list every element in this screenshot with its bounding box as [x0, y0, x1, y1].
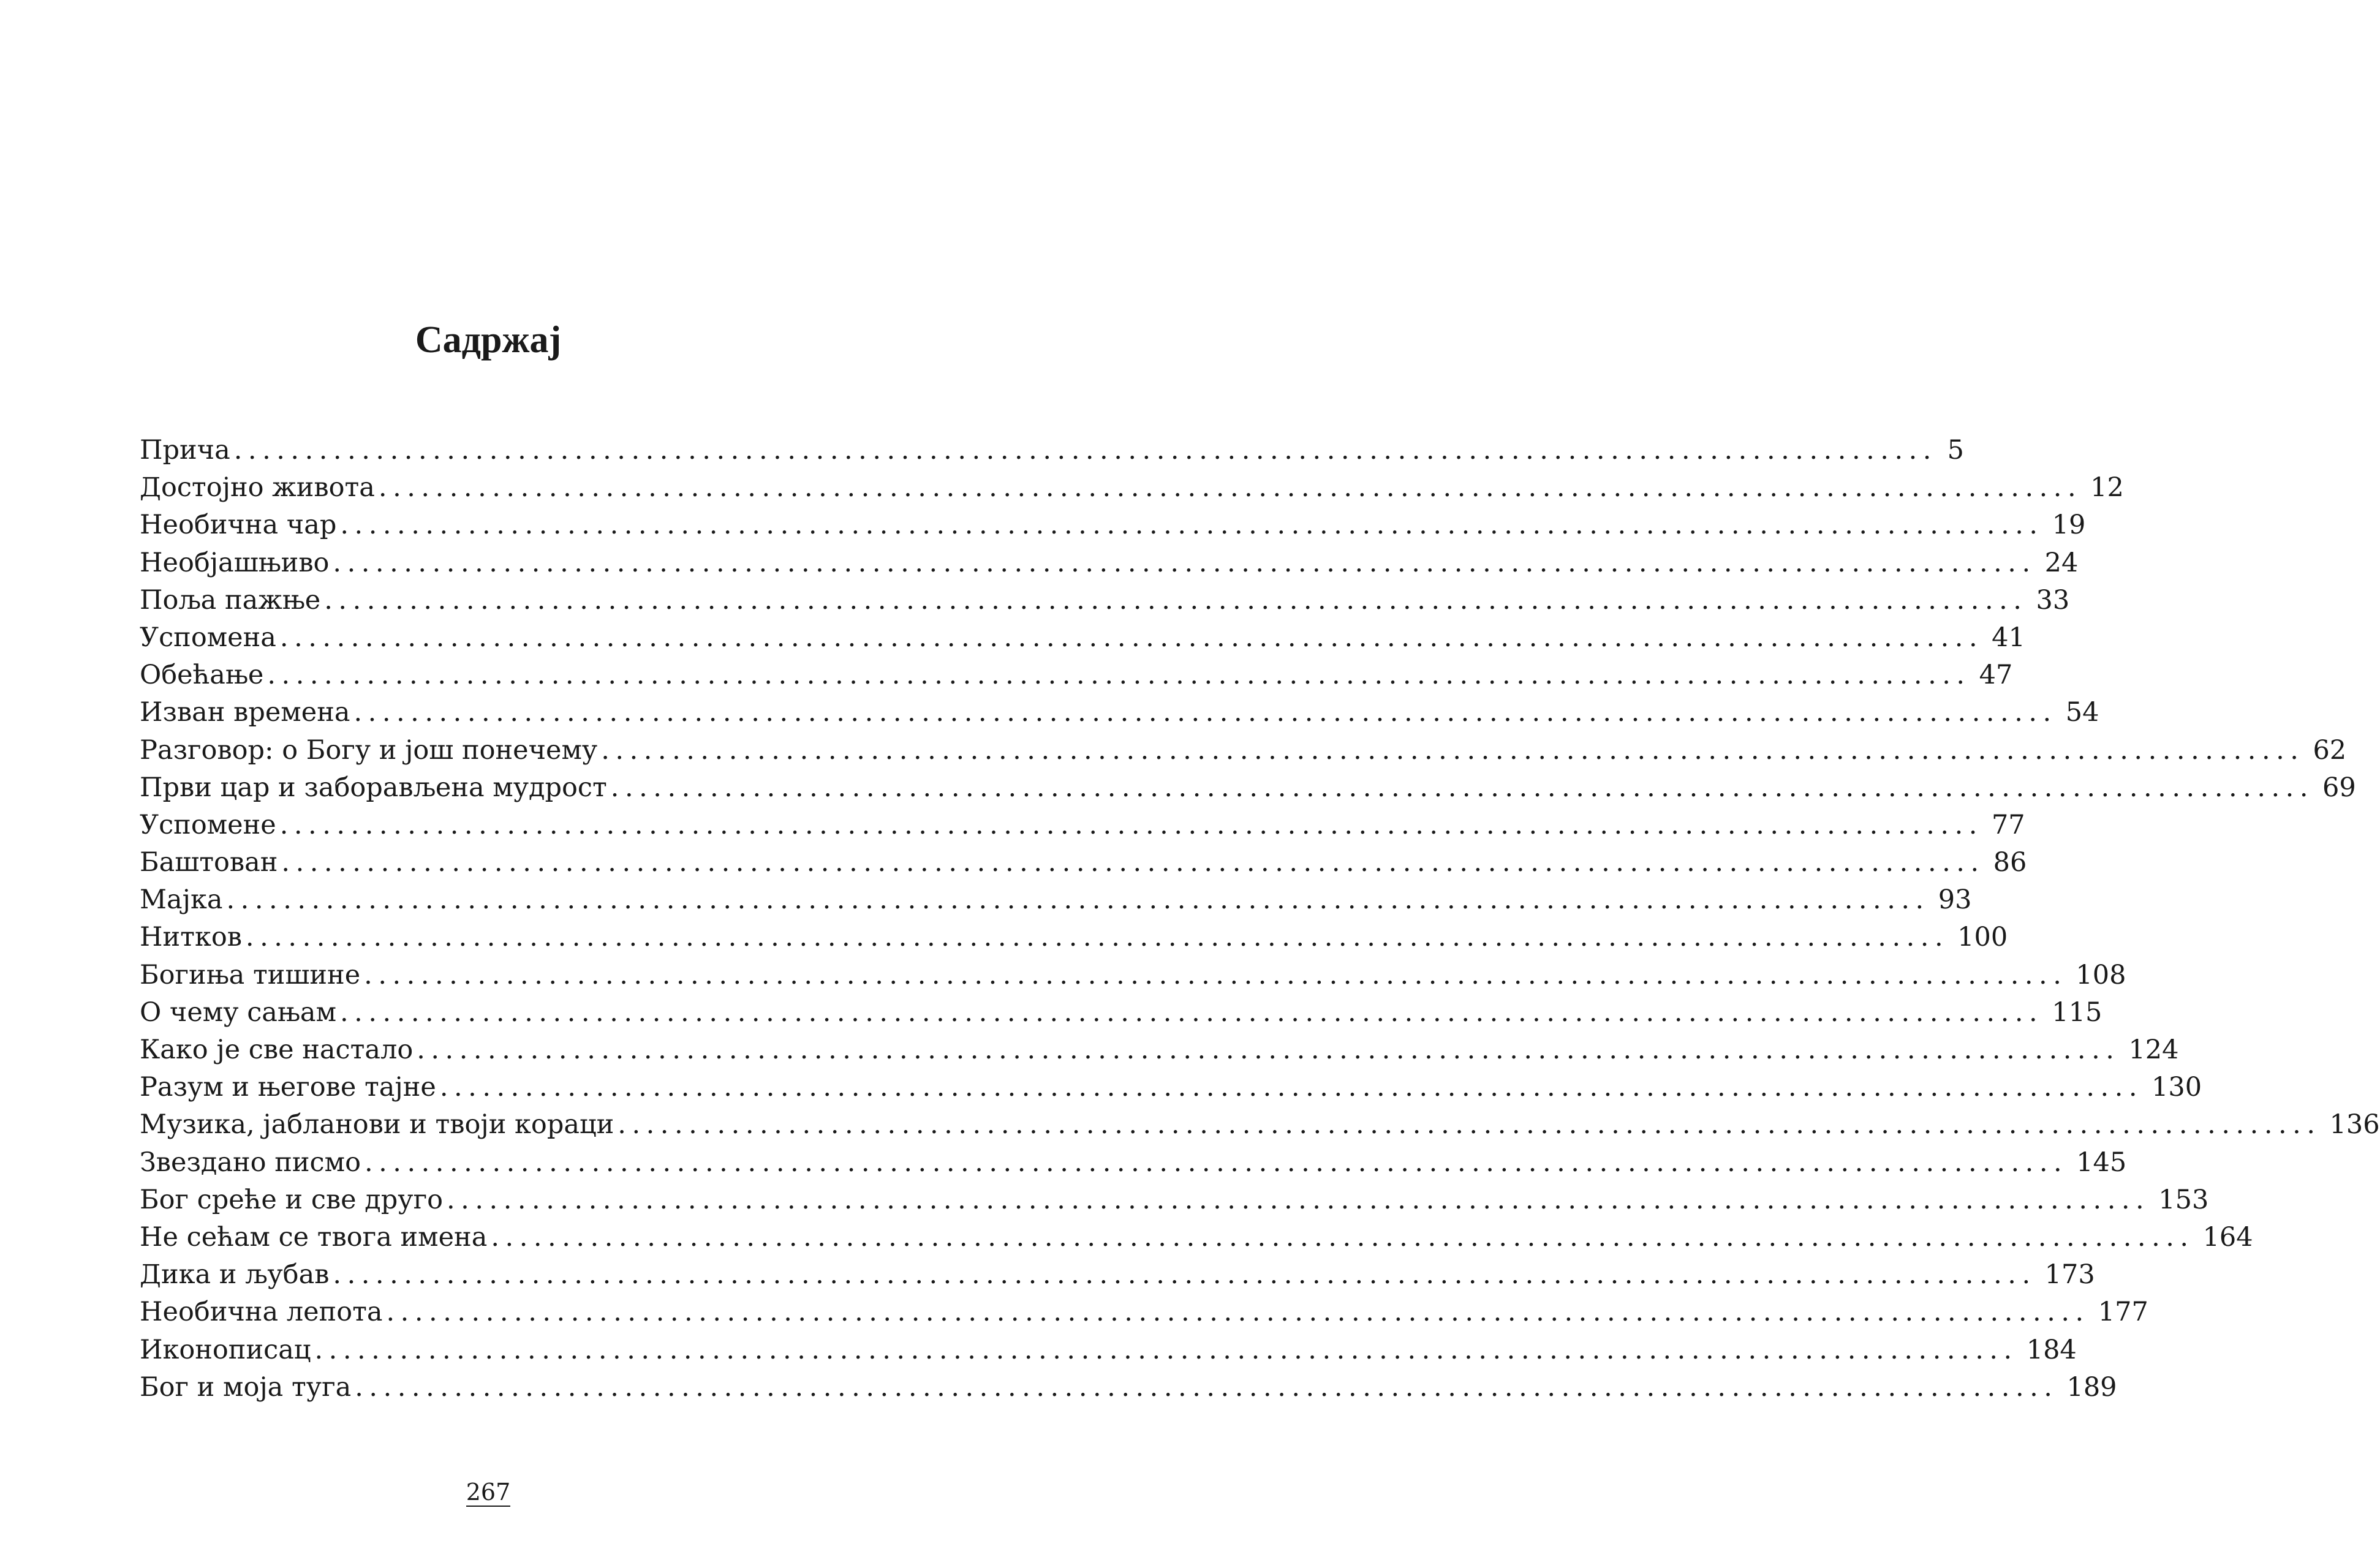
- toc-entry-page: 54: [2065, 697, 2099, 728]
- dot-leader: ........................................................................................................................: [233, 435, 1937, 466]
- dot-leader: ........................................................................................................................: [226, 884, 1930, 916]
- toc-entry-title: Дика и љубав: [140, 1259, 330, 1291]
- dot-leader: ........................................................................................................................: [601, 734, 2305, 766]
- toc-entry: [140, 1332, 2077, 1369]
- toc-entry: [140, 844, 2027, 881]
- dot-leader: ........................................................................................................................: [314, 1334, 2018, 1365]
- toc-entry: [140, 1106, 2380, 1144]
- toc-entry-title: Бог среће и све друго: [140, 1184, 444, 1215]
- toc-entry-page: 184: [2026, 1334, 2077, 1365]
- page-number: 267: [466, 1479, 511, 1506]
- toc-entry-title: Музика, јабланови и твоји кораци: [140, 1109, 614, 1140]
- toc-entry-page: 33: [2036, 584, 2070, 616]
- toc-entry-title: Иконописац: [140, 1334, 311, 1365]
- toc-entry: [140, 582, 2070, 619]
- toc-entry: [140, 881, 1972, 919]
- dot-leader: ........................................................................................................................: [245, 922, 1949, 953]
- toc-entry: [140, 994, 2102, 1031]
- toc-entry-title: Необична лепота: [140, 1297, 383, 1328]
- toc-entry-title: Разговор: о Богу и још понечему: [140, 734, 598, 766]
- toc-entry: [140, 1144, 2127, 1182]
- toc-entry-page: 86: [1993, 847, 2027, 878]
- toc-entry: [140, 1294, 2148, 1331]
- toc-entry: [140, 1031, 2179, 1069]
- dot-leader: ........................................................................................................................: [610, 772, 2314, 803]
- toc-entry: [140, 657, 2013, 694]
- toc-entry: [140, 919, 2008, 956]
- toc-entry-page: 12: [2090, 472, 2124, 503]
- toc-entry-title: Нитков: [140, 922, 242, 953]
- toc-entry-title: Како је све настало: [140, 1035, 414, 1065]
- toc-entry-title: Обећање: [140, 660, 264, 691]
- toc-entry-page: 19: [2052, 510, 2086, 541]
- toc-entry-page: 69: [2322, 772, 2356, 803]
- dot-leader: ........................................................................................................................: [355, 1371, 2058, 1403]
- toc-entry-title: Мајка: [140, 884, 223, 916]
- toc-entry-page: 47: [1979, 660, 2013, 691]
- dot-leader: ........................................................................................................................: [618, 1109, 2321, 1140]
- toc-entry-page: 130: [2151, 1072, 2202, 1103]
- toc-entry-title: Поља пажње: [140, 584, 321, 616]
- dot-leader: ........................................................................................................................: [333, 547, 2036, 578]
- toc-entry-page: 136: [2329, 1109, 2380, 1140]
- toc-entry-title: Изван времена: [140, 697, 350, 728]
- toc-entry: [140, 807, 2025, 844]
- dot-leader: ........................................................................................................................: [340, 997, 2044, 1028]
- toc-entry: [140, 694, 2099, 731]
- toc-entry-page: 5: [1947, 435, 1964, 466]
- dot-leader: ........................................................................................................................: [417, 1035, 2120, 1065]
- toc-entry-title: О чему сањам: [140, 997, 337, 1028]
- table-of-contents: [140, 432, 2380, 1406]
- toc-entry-title: Достојно живота: [140, 472, 375, 503]
- toc-entry-title: Успомена: [140, 622, 276, 653]
- toc-entry-page: 145: [2076, 1147, 2127, 1178]
- page-title: Садржај: [415, 319, 562, 361]
- toc-entry-page: 100: [1957, 922, 2008, 953]
- toc-entry-page: 124: [2128, 1035, 2179, 1065]
- toc-entry-title: Звездано писмо: [140, 1147, 361, 1178]
- toc-entry: [140, 1256, 2095, 1294]
- toc-entry: [140, 1182, 2209, 1219]
- toc-entry-page: 177: [2098, 1297, 2148, 1328]
- toc-entry-page: 189: [2066, 1371, 2117, 1403]
- toc-entry-title: Прича: [140, 435, 230, 466]
- toc-entry: [140, 1219, 2253, 1256]
- toc-entry: [140, 732, 2347, 769]
- dot-leader: ........................................................................................................................: [378, 472, 2082, 503]
- dot-leader: ........................................................................................................................: [281, 847, 1985, 878]
- toc-entry: [140, 469, 2124, 507]
- dot-leader: ........................................................................................................................: [439, 1072, 2144, 1103]
- toc-entry: [140, 545, 2079, 582]
- toc-entry: [140, 957, 2126, 994]
- dot-leader: ........................................................................................................................: [447, 1184, 2150, 1215]
- toc-entry: [140, 507, 2086, 544]
- toc-entry-title: Баштован: [140, 847, 278, 878]
- toc-entry: [140, 432, 1964, 469]
- toc-entry-title: Богиња тишине: [140, 959, 361, 990]
- toc-entry: [140, 1069, 2202, 1106]
- dot-leader: ........................................................................................................................: [364, 1147, 2068, 1178]
- toc-entry-page: 93: [1938, 884, 1972, 916]
- toc-entry-page: 173: [2044, 1259, 2095, 1291]
- dot-leader: ........................................................................................................................: [340, 510, 2044, 541]
- dot-leader: ........................................................................................................................: [333, 1259, 2036, 1291]
- toc-entry-title: Успомене: [140, 809, 276, 840]
- toc-entry-page: 153: [2158, 1184, 2209, 1215]
- dot-leader: ........................................................................................................................: [324, 584, 2028, 616]
- dot-leader: ........................................................................................................................: [279, 622, 1984, 653]
- toc-entry-page: 41: [1992, 622, 2025, 653]
- toc-entry-page: 108: [2076, 959, 2126, 990]
- toc-entry-page: 77: [1991, 809, 2025, 840]
- toc-entry: [140, 769, 2356, 807]
- toc-entry: [140, 1369, 2117, 1406]
- toc-entry-title: Разум и његове тајне: [140, 1072, 436, 1103]
- toc-entry: [140, 619, 2025, 657]
- toc-entry-title: Необична чар: [140, 510, 337, 541]
- dot-leader: ........................................................................................................................: [267, 660, 1971, 691]
- toc-entry-page: 164: [2202, 1221, 2253, 1253]
- toc-entry-page: 62: [2313, 734, 2347, 766]
- toc-entry-title: Први цар и заборављена мудрост: [140, 772, 607, 803]
- dot-leader: ........................................................................................................................: [491, 1221, 2194, 1253]
- dot-leader: ........................................................................................................................: [279, 809, 1983, 840]
- toc-entry-page: 24: [2044, 547, 2079, 578]
- toc-entry-title: Необјашњиво: [140, 547, 330, 578]
- dot-leader: ........................................................................................................................: [353, 697, 2057, 728]
- dot-leader: ........................................................................................................................: [364, 959, 2068, 990]
- toc-entry-title: Не сећам се твога имена: [140, 1221, 488, 1253]
- dot-leader: ........................................................................................................................: [386, 1297, 2090, 1328]
- toc-entry-title: Бог и моја туга: [140, 1371, 352, 1403]
- toc-entry-page: 115: [2052, 997, 2102, 1028]
